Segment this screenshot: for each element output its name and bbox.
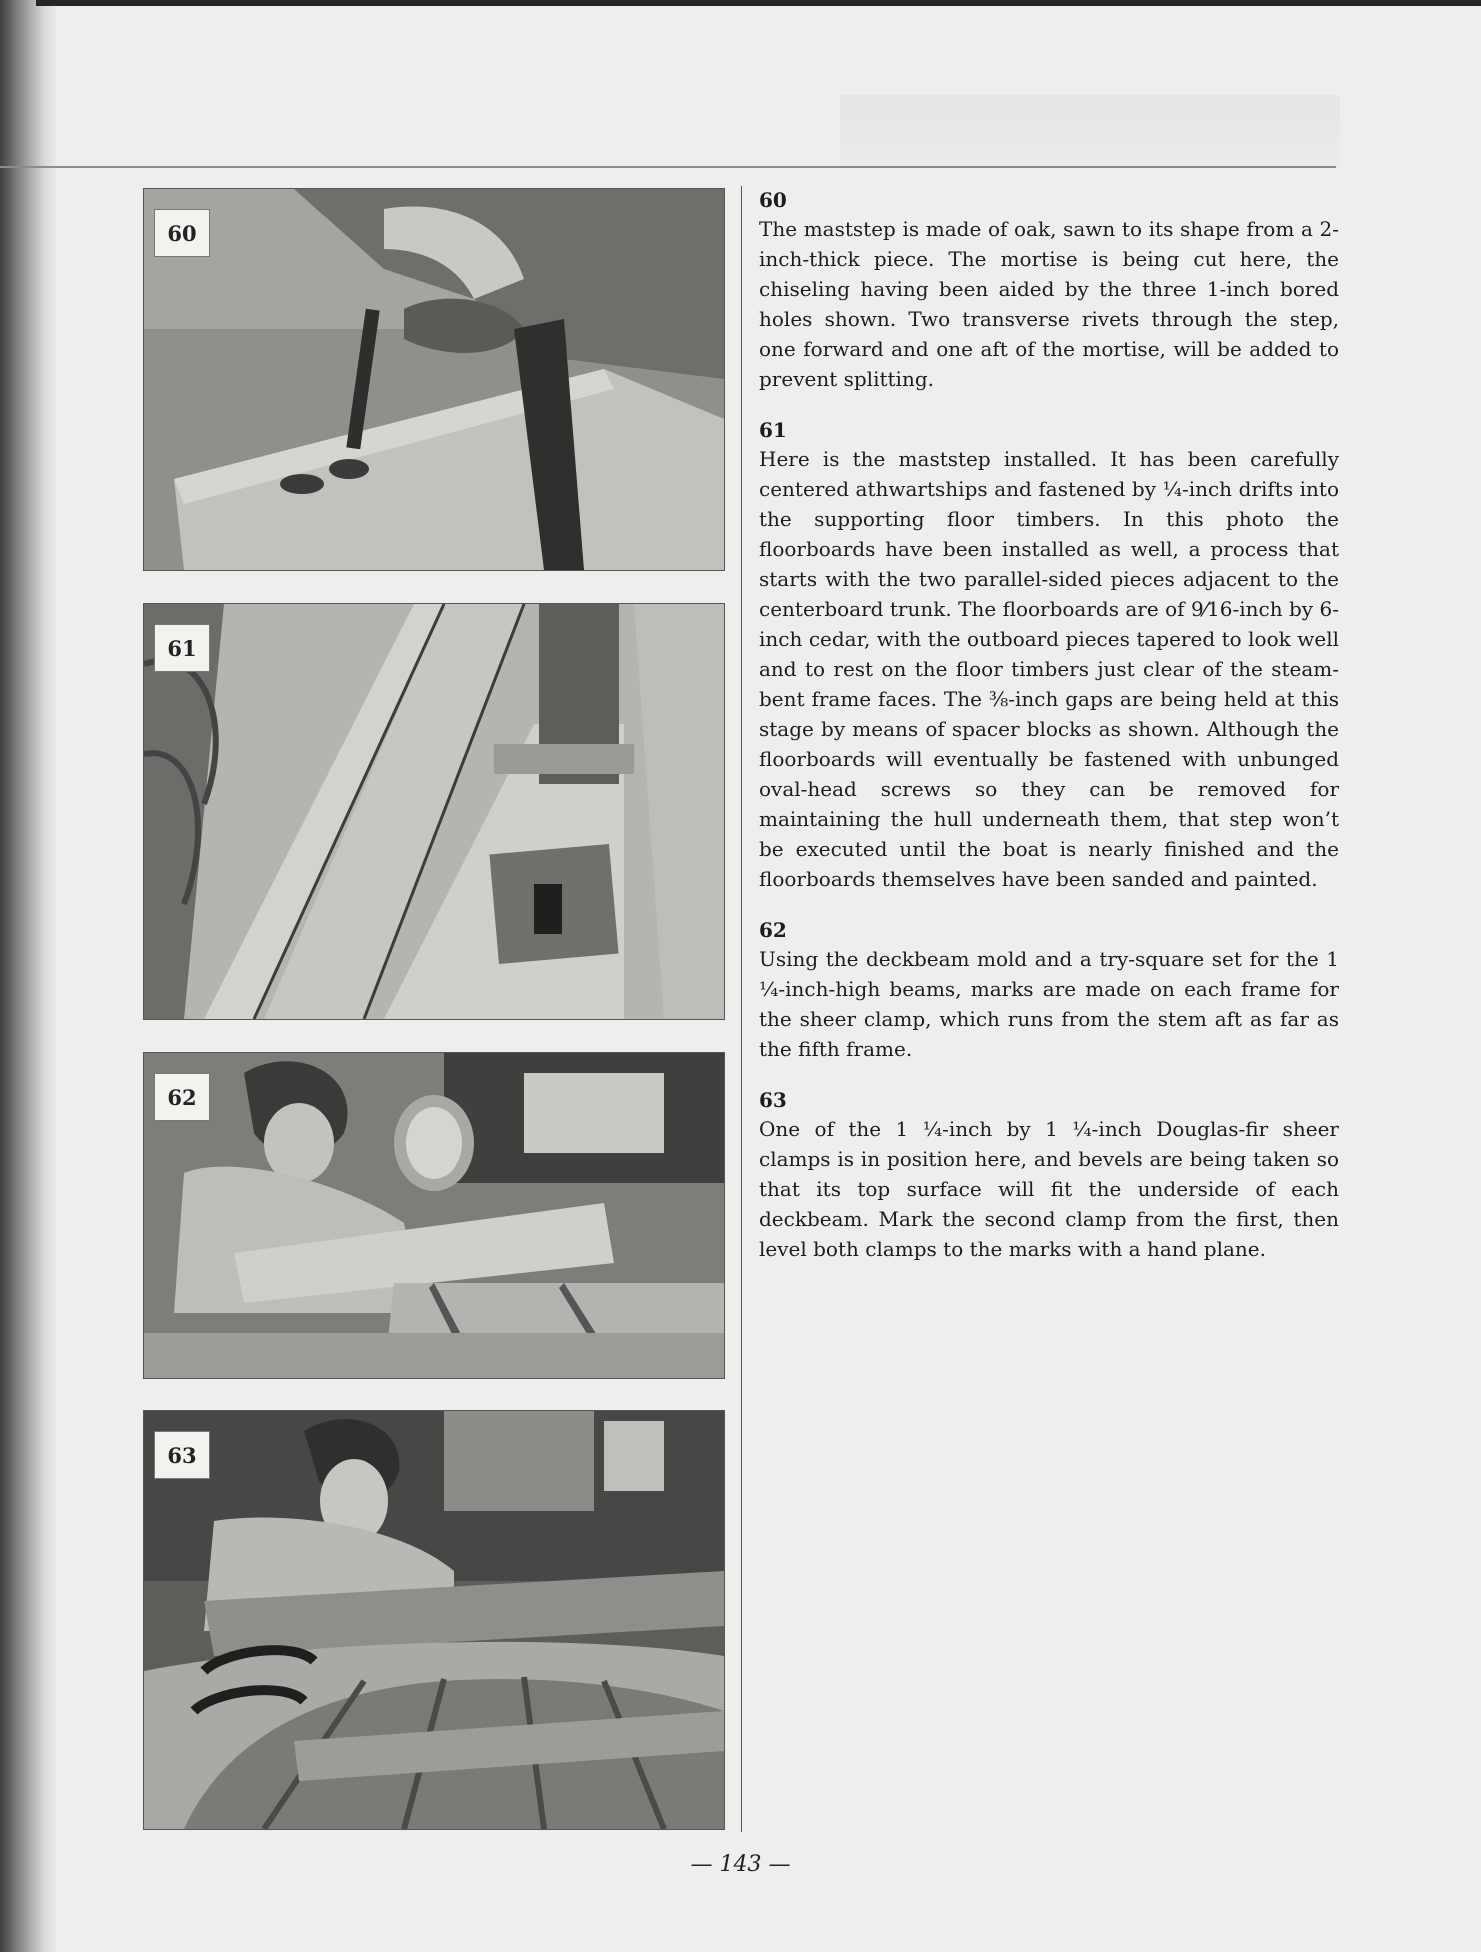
photo-63 (143, 1410, 725, 1830)
caption-text-60: The maststep is made of oak, sawn to its shape from a 2-inch-thick piece. The mortise is being cut here, the chiseling having been aided by the three 1-inch bored holes shown. Two transverse rivets through the step, one forward and one aft of the mortise, will be added to prevent splitting. (759, 217, 1339, 391)
photo-60 (143, 188, 725, 571)
column-divider (741, 186, 742, 1832)
page-top-edge (36, 0, 1481, 6)
photo-60-image (144, 189, 724, 570)
caption-61 (759, 416, 1339, 894)
photo-62 (143, 1052, 725, 1379)
caption-number-62: 62 (759, 918, 787, 942)
caption-number-60: 60 (759, 188, 787, 212)
header-rule (0, 166, 1336, 168)
photo-61 (143, 603, 725, 1020)
figure-label-60: 60 (154, 209, 210, 257)
caption-number-61: 61 (759, 418, 787, 442)
caption-text-63: One of the 1 ¼-inch by 1 ¼-inch Douglas-fir sheer clamps is in position here, and bevels are being taken so that its top surface will fit the underside of each deckbeam. Mark the second clamp from the first, then level both clamps to the marks with a hand plane. (759, 1117, 1339, 1261)
photo-62-image (144, 1053, 724, 1378)
photo-63-image (144, 1411, 724, 1829)
caption-62 (759, 916, 1339, 1064)
caption-text-62: Using the deckbeam mold and a try-square set for the 1 ¼-inch-high beams, marks are made on each frame for the sheer clamp, which runs from the stem aft as far as the fifth frame. (759, 947, 1339, 1061)
caption-number-63: 63 (759, 1088, 787, 1112)
caption-text-61: Here is the maststep installed. It has been carefully centered athwartships and fastened by ¼-inch drifts into the supporting floor timbers. In this photo the floorboards have been installed as well, a process that starts with the two parallel-sided pieces adjacent to the centerboard trunk. The floorboards are of 9⁄16-inch by 6-inch cedar, with the outboard pieces tapered to look well and to rest on the floor timbers just clear of the steam-bent frame faces. The ⅜-inch gaps are being held at this stage by means of spacer blocks as shown. Although the floorboards will eventually be fastened with unbunged oval-head screws so they can be removed for maintaining the hull underneath them, that step won’t be executed until the boat is nearly finished and the floorboards themselves have been sanded and painted. (759, 447, 1339, 891)
figure-label-61: 61 (154, 624, 210, 672)
caption-column (759, 186, 1339, 1286)
caption-63 (759, 1086, 1339, 1264)
caption-60 (759, 186, 1339, 394)
figure-label-62: 62 (154, 1073, 210, 1121)
figure-label-63: 63 (154, 1431, 210, 1479)
photo-61-image (144, 604, 724, 1019)
page-number: — 143 — (690, 1852, 791, 1877)
book-spine-shadow (0, 0, 58, 1952)
bleed-through-strip (840, 95, 1340, 165)
